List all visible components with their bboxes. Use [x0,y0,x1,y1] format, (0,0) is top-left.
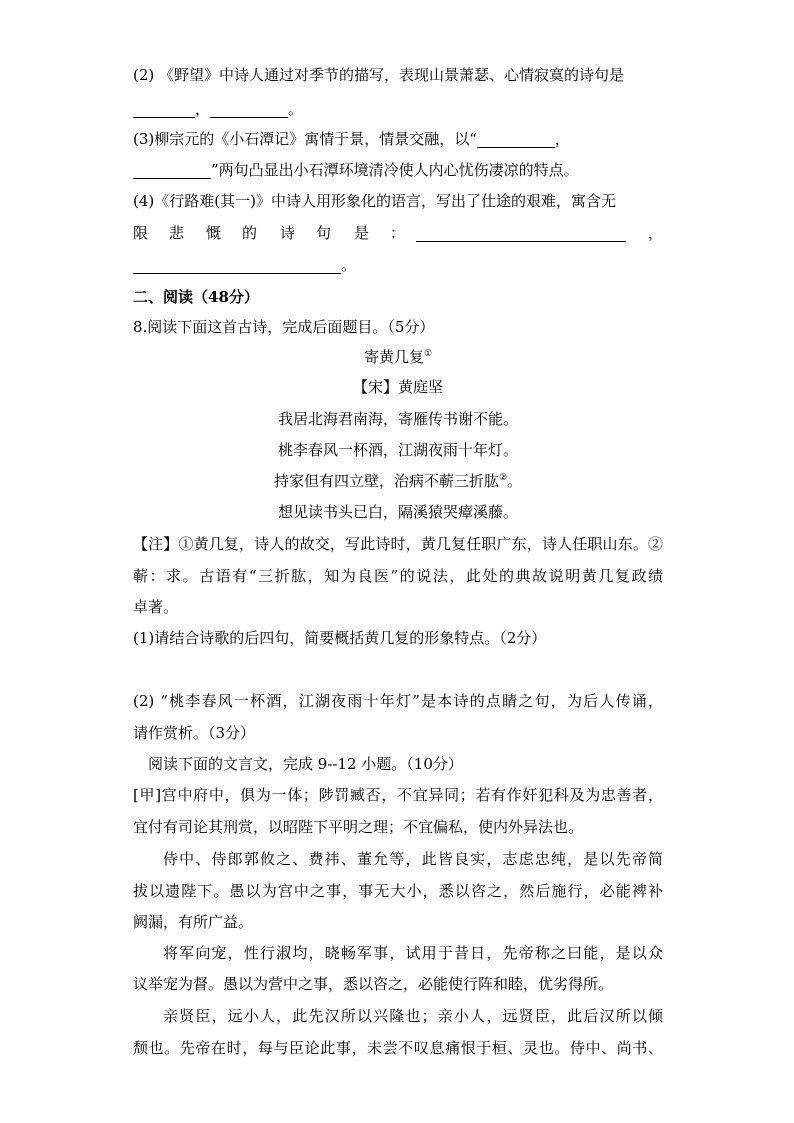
passage-line: 将军向宠，性行淑均，晓畅军事，试用于昔日，先帝称之曰能，是以众 [163,944,663,962]
poem-title [133,342,663,372]
passage-line: 亲贤臣，远小人，此先汉所以兴隆也；亲小人，远贤臣，此后汉所以倾 [163,1007,663,1025]
spaced-char: 是 [354,224,370,242]
answer-blank[interactable] [133,99,195,118]
question-3-text-a: (3)柳宗元的《小石潭记》寓情于景，情景交融，以“ [133,130,477,148]
answer-blank[interactable] [133,160,211,179]
question-8-intro: 8.阅读下面这首古诗，完成后面题目。（5分） [133,318,435,336]
poem-line: 我居北海君南海，寄雁传书谢不能。 [277,410,518,428]
poem-line [133,466,663,496]
sub-question-1: (1)请结合诗歌的后四句，简要概括黄几复的形象特点。（2分） [133,629,547,647]
separator: ， [554,130,570,148]
spaced-char: 的 [242,224,258,242]
separator: ， [648,224,664,242]
answer-blank[interactable] [477,129,555,148]
poem-note: 【注】①黄几复，诗人的故交，写此诗时，黄几复任职广东，诗人任职山东。② [133,535,663,553]
passage-line: 颓也。先帝在时，每与臣论此事，未尝不叹息痛恨于桓、灵也。侍中、尚书、 [133,1039,663,1057]
poem-line: 想见读书头已白，隔溪猿哭瘴溪藤。 [277,503,518,521]
spaced-char: 诗 [280,224,296,242]
end-mark: 。 [341,256,357,274]
question-4-line-2 [133,218,663,248]
passage-line: 阙漏，有所广益。 [133,913,254,931]
question-3-text-b: ”两句凸显出小石潭环境清冷使人内心忧伤凄凉的特点。 [211,161,579,179]
answer-blank[interactable] [133,255,341,274]
poem-line: 桃李春风一杯酒，江湖夜雨十年灯。 [277,441,518,459]
sub-question-2: 请作赏析。（3分） [133,724,256,742]
section-title: 二、阅读（48分） [133,288,259,306]
question-2-line-2 [133,94,663,124]
question-4-text: (4)《行路难(其一)》中诗人用形象化的语言，写出了仕途的艰难，寓含无 [133,192,616,210]
answer-blank[interactable] [210,99,288,118]
poem-title-text: 寄黄几复 [363,348,424,366]
end-mark: 。 [507,472,523,490]
question-2-line-1 [133,60,663,90]
passage-line: 拔以遗陛下。愚以为宫中之事，事无大小，悉以咨之，然后施行，必能裨补 [133,882,663,900]
separator: ， [195,100,211,118]
question-3-line-1 [133,124,663,154]
passage-line: 侍中、侍郎郭攸之、费祎、董允等，此皆良实，志虑忠纯，是以先帝简 [163,850,663,868]
footnote-mark: ② [498,473,508,483]
poem-note: 卓著。 [133,598,179,616]
poem-line-text: 持家但有四立壁，治病不蕲三折肱 [273,472,499,490]
spaced-char: ： [390,224,406,242]
passage-line: 议举宠为督。愚以为营中之事，悉以咨之，必能使行阵和睦，优劣得所。 [133,975,614,993]
sub-question-2: (2) “桃李春风一杯酒，江湖夜雨十年灯”是本诗的点睛之句，为后人传诵， [133,692,663,710]
answer-blank[interactable] [416,223,626,242]
poem-author: 【宋】黄庭坚 [352,378,443,396]
spaced-char: 限 [133,224,149,242]
question-2-text: (2) 《野望》中诗人通过对季节的描写，表现山景萧瑟、心情寂寞的诗句是 [133,66,625,84]
spaced-char: 慨 [206,224,222,242]
footnote-mark: ① [423,349,433,359]
spaced-char: 句 [316,224,332,242]
spaced-char: 悲 [169,224,185,242]
question-4-line-3 [133,250,663,280]
question-4-line-1 [133,186,663,216]
passage-line: [甲]宫中府中，俱为一体；陟罚臧否，不宜异同；若有作奸犯科及为忠善者， [133,786,663,804]
poem-note: 蕲：求。古语有“三折肱，知为良医”的说法，此处的典故说明黄几复政绩 [133,567,663,585]
question-3-line-2 [133,155,663,185]
passage-line: 宜付有司论其刑赏，以昭陛下平明之理；不宜偏私，使内外异法也。 [133,818,584,836]
end-mark: 。 [288,100,304,118]
classical-intro: 阅读下面的文言文，完成 9--12 小题。（10分） [148,755,463,773]
